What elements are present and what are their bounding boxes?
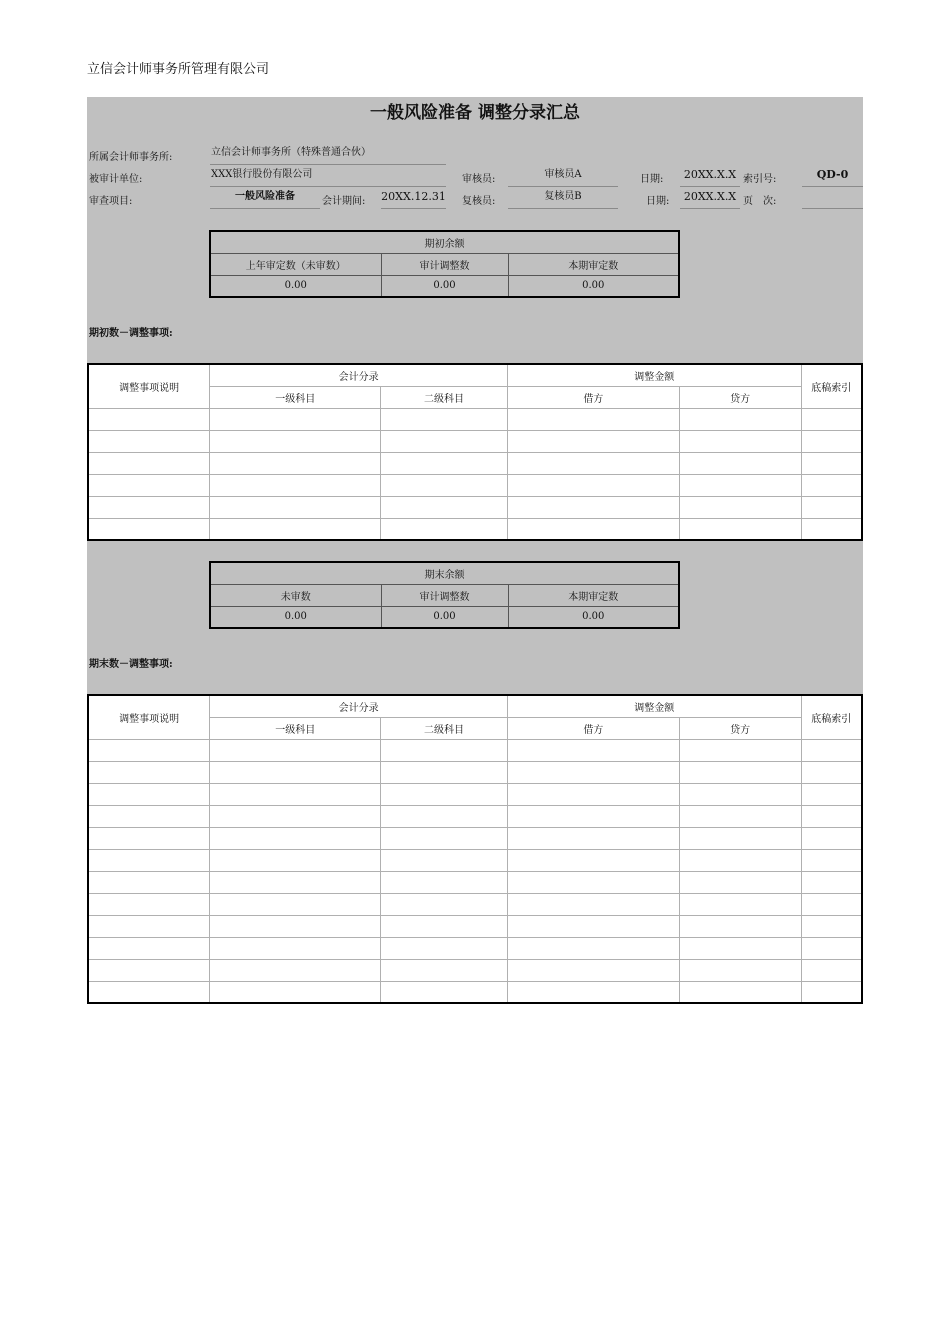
table-row — [88, 959, 862, 981]
adj-header-level1: 一级科目 — [210, 717, 381, 739]
table-cell[interactable] — [507, 827, 679, 849]
table-cell[interactable] — [210, 849, 381, 871]
firm-label: 所属会计师事务所: — [89, 152, 173, 163]
table-cell[interactable] — [679, 981, 801, 1003]
reviewer-label: 审核员: — [462, 174, 496, 185]
table-cell[interactable] — [679, 937, 801, 959]
table-row — [88, 849, 862, 871]
table-cell[interactable] — [381, 408, 508, 430]
table-cell[interactable] — [210, 496, 381, 518]
table-row — [88, 871, 862, 893]
table-cell[interactable] — [801, 981, 862, 1003]
table-cell[interactable] — [679, 474, 801, 496]
table-row — [88, 739, 862, 761]
table-row — [88, 474, 862, 496]
table-cell[interactable] — [679, 915, 801, 937]
table-cell[interactable] — [679, 518, 801, 540]
table-cell[interactable] — [507, 959, 679, 981]
table-cell[interactable] — [801, 474, 862, 496]
table-cell[interactable] — [88, 761, 210, 783]
adj-header-credit: 贷方 — [679, 386, 801, 408]
table-row — [88, 805, 862, 827]
table-cell[interactable] — [210, 937, 381, 959]
adj-header-desc: 调整事项说明 — [88, 364, 210, 408]
table-cell[interactable] — [507, 739, 679, 761]
table-row — [88, 761, 862, 783]
adj-header-ref: 底稿索引 — [801, 695, 862, 739]
opening-header-current: 本期审定数 — [508, 253, 679, 275]
table-cell[interactable] — [88, 981, 210, 1003]
opening-value-adjust[interactable]: 0.00 — [381, 275, 508, 297]
closing-value-current[interactable]: 0.00 — [508, 606, 679, 628]
table-cell[interactable] — [801, 783, 862, 805]
table-cell[interactable] — [801, 430, 862, 452]
item-label: 审查项目: — [89, 196, 133, 207]
opening-header-prior: 上年审定数（未审数） — [210, 253, 381, 275]
table-row — [88, 937, 862, 959]
table-row — [88, 518, 862, 540]
table-cell[interactable] — [507, 496, 679, 518]
table-cell[interactable] — [210, 739, 381, 761]
opening-header-adjust: 审计调整数 — [381, 253, 508, 275]
auditee-label: 被审计单位: — [89, 174, 143, 185]
table-row — [88, 981, 862, 1003]
table-row — [88, 915, 862, 937]
firm-value[interactable]: 立信会计师事务所（特殊普通合伙） — [210, 144, 446, 165]
table-cell[interactable] — [88, 496, 210, 518]
table-cell[interactable] — [381, 959, 508, 981]
adj-header-ref: 底稿索引 — [801, 364, 862, 408]
table-cell[interactable] — [88, 783, 210, 805]
table-cell[interactable] — [210, 474, 381, 496]
table-cell[interactable] — [88, 893, 210, 915]
table-cell[interactable] — [507, 915, 679, 937]
adj-header-desc: 调整事项说明 — [88, 695, 210, 739]
opening-section-label: 期初数－调整事项: — [89, 328, 173, 339]
table-row — [88, 496, 862, 518]
table-cell[interactable] — [210, 827, 381, 849]
page-value[interactable] — [802, 188, 863, 209]
adj-header-level2: 二级科目 — [381, 717, 508, 739]
adj-header-entry: 会计分录 — [210, 364, 508, 386]
index-label: 索引号: — [743, 174, 777, 185]
table-cell[interactable] — [88, 739, 210, 761]
table-cell[interactable] — [679, 452, 801, 474]
table-cell[interactable] — [507, 452, 679, 474]
table-cell[interactable] — [507, 849, 679, 871]
date1-label: 日期: — [640, 174, 664, 185]
table-cell[interactable] — [210, 518, 381, 540]
page-label: 页 次: — [743, 196, 777, 207]
table-cell[interactable] — [381, 430, 508, 452]
table-cell[interactable] — [801, 518, 862, 540]
closing-header-adjust: 审计调整数 — [381, 584, 508, 606]
table-cell[interactable] — [381, 474, 508, 496]
table-cell[interactable] — [801, 893, 862, 915]
table-cell[interactable] — [381, 871, 508, 893]
table-cell[interactable] — [801, 849, 862, 871]
closing-header-current: 本期审定数 — [508, 584, 679, 606]
table-cell[interactable] — [210, 408, 381, 430]
table-cell[interactable] — [679, 849, 801, 871]
table-cell[interactable] — [801, 496, 862, 518]
firm-name: 立信会计师事务所管理有限公司 — [87, 62, 270, 77]
adj-header-entry: 会计分录 — [210, 695, 508, 717]
table-cell[interactable] — [210, 915, 381, 937]
adj-header-credit: 贷方 — [679, 717, 801, 739]
item-value[interactable]: 一般风险准备 — [210, 188, 320, 209]
table-cell[interactable] — [801, 915, 862, 937]
table-cell[interactable] — [88, 937, 210, 959]
table-cell[interactable] — [679, 871, 801, 893]
table-cell[interactable] — [381, 937, 508, 959]
index-value[interactable]: QD-0 — [802, 166, 863, 187]
table-cell[interactable] — [801, 827, 862, 849]
table-cell[interactable] — [801, 739, 862, 761]
adj-header-debit: 借方 — [507, 386, 679, 408]
table-cell[interactable] — [381, 805, 508, 827]
page-title: 一般风险准备 调整分录汇总 — [370, 103, 580, 123]
closing-header-unaudited: 未审数 — [210, 584, 381, 606]
table-cell[interactable] — [381, 761, 508, 783]
closing-adjustments-table — [87, 694, 863, 1004]
table-cell[interactable] — [381, 518, 508, 540]
table-cell[interactable] — [88, 430, 210, 452]
table-cell[interactable] — [88, 915, 210, 937]
table-cell[interactable] — [210, 893, 381, 915]
table-cell[interactable] — [679, 408, 801, 430]
closing-section-label: 期末数－调整事项: — [89, 659, 173, 670]
table-cell[interactable] — [679, 496, 801, 518]
table-cell[interactable] — [210, 981, 381, 1003]
table-cell[interactable] — [88, 827, 210, 849]
table-cell[interactable] — [679, 783, 801, 805]
table-row — [88, 893, 862, 915]
table-cell[interactable] — [88, 849, 210, 871]
table-cell[interactable] — [88, 871, 210, 893]
table-cell[interactable] — [88, 805, 210, 827]
table-cell[interactable] — [801, 937, 862, 959]
table-cell[interactable] — [210, 805, 381, 827]
table-cell[interactable] — [507, 893, 679, 915]
table-cell[interactable] — [679, 959, 801, 981]
table-cell[interactable] — [679, 739, 801, 761]
adj-header-debit: 借方 — [507, 717, 679, 739]
table-cell[interactable] — [381, 893, 508, 915]
table-cell[interactable] — [507, 805, 679, 827]
table-cell[interactable] — [381, 827, 508, 849]
table-cell[interactable] — [801, 761, 862, 783]
table-cell[interactable] — [381, 981, 508, 1003]
table-cell[interactable] — [88, 959, 210, 981]
date2-value[interactable]: 20XX.X.X — [680, 188, 740, 209]
rechecker-label: 复核员: — [462, 196, 496, 207]
table-cell[interactable] — [507, 783, 679, 805]
table-cell[interactable] — [210, 959, 381, 981]
table-cell[interactable] — [210, 871, 381, 893]
opening-caption: 期初余额 — [210, 231, 679, 253]
table-row — [88, 408, 862, 430]
opening-value-current[interactable]: 0.00 — [508, 275, 679, 297]
closing-value-unaudited[interactable]: 0.00 — [210, 606, 381, 628]
period-label: 会计期间: — [322, 196, 366, 207]
table-row — [88, 783, 862, 805]
table-cell[interactable] — [679, 805, 801, 827]
table-cell[interactable] — [507, 474, 679, 496]
adj-header-amount: 调整金额 — [507, 695, 801, 717]
table-cell[interactable] — [88, 518, 210, 540]
table-cell[interactable] — [679, 761, 801, 783]
table-cell[interactable] — [381, 496, 508, 518]
table-row — [88, 452, 862, 474]
adj-header-amount: 调整金额 — [507, 364, 801, 386]
opening-value-prior[interactable]: 0.00 — [210, 275, 381, 297]
table-cell[interactable] — [679, 827, 801, 849]
table-cell[interactable] — [507, 937, 679, 959]
table-cell[interactable] — [507, 408, 679, 430]
table-cell[interactable] — [381, 915, 508, 937]
table-cell[interactable] — [210, 452, 381, 474]
table-cell[interactable] — [801, 871, 862, 893]
table-cell[interactable] — [507, 981, 679, 1003]
adj-header-level2: 二级科目 — [381, 386, 508, 408]
opening-adjustments-table — [87, 363, 863, 541]
table-cell[interactable] — [88, 474, 210, 496]
table-cell[interactable] — [679, 893, 801, 915]
table-cell[interactable] — [507, 518, 679, 540]
rechecker-value[interactable]: 复核员B — [508, 188, 618, 209]
table-cell[interactable] — [801, 452, 862, 474]
date2-label: 日期: — [646, 196, 670, 207]
table-cell[interactable] — [801, 408, 862, 430]
table-row — [88, 430, 862, 452]
table-cell[interactable] — [210, 761, 381, 783]
closing-caption: 期末余额 — [210, 562, 679, 584]
table-cell[interactable] — [88, 408, 210, 430]
table-cell[interactable] — [507, 871, 679, 893]
table-cell[interactable] — [381, 849, 508, 871]
opening-summary-table — [209, 230, 680, 298]
closing-summary-table — [209, 561, 680, 629]
table-cell[interactable] — [507, 430, 679, 452]
table-cell[interactable] — [679, 430, 801, 452]
adj-header-level1: 一级科目 — [210, 386, 381, 408]
table-cell[interactable] — [381, 739, 508, 761]
period-value[interactable]: 20XX.12.31 — [381, 188, 446, 209]
table-cell[interactable] — [210, 783, 381, 805]
auditee-value[interactable]: XXX银行股份有限公司 — [210, 166, 446, 187]
table-row — [88, 827, 862, 849]
table-cell[interactable] — [381, 783, 508, 805]
reviewer-value[interactable]: 审核员A — [508, 166, 618, 187]
table-cell[interactable] — [507, 761, 679, 783]
table-cell[interactable] — [801, 959, 862, 981]
date1-value[interactable]: 20XX.X.X — [680, 166, 740, 187]
table-cell[interactable] — [381, 452, 508, 474]
closing-value-adjust[interactable]: 0.00 — [381, 606, 508, 628]
table-cell[interactable] — [801, 805, 862, 827]
table-cell[interactable] — [88, 452, 210, 474]
table-cell[interactable] — [210, 430, 381, 452]
